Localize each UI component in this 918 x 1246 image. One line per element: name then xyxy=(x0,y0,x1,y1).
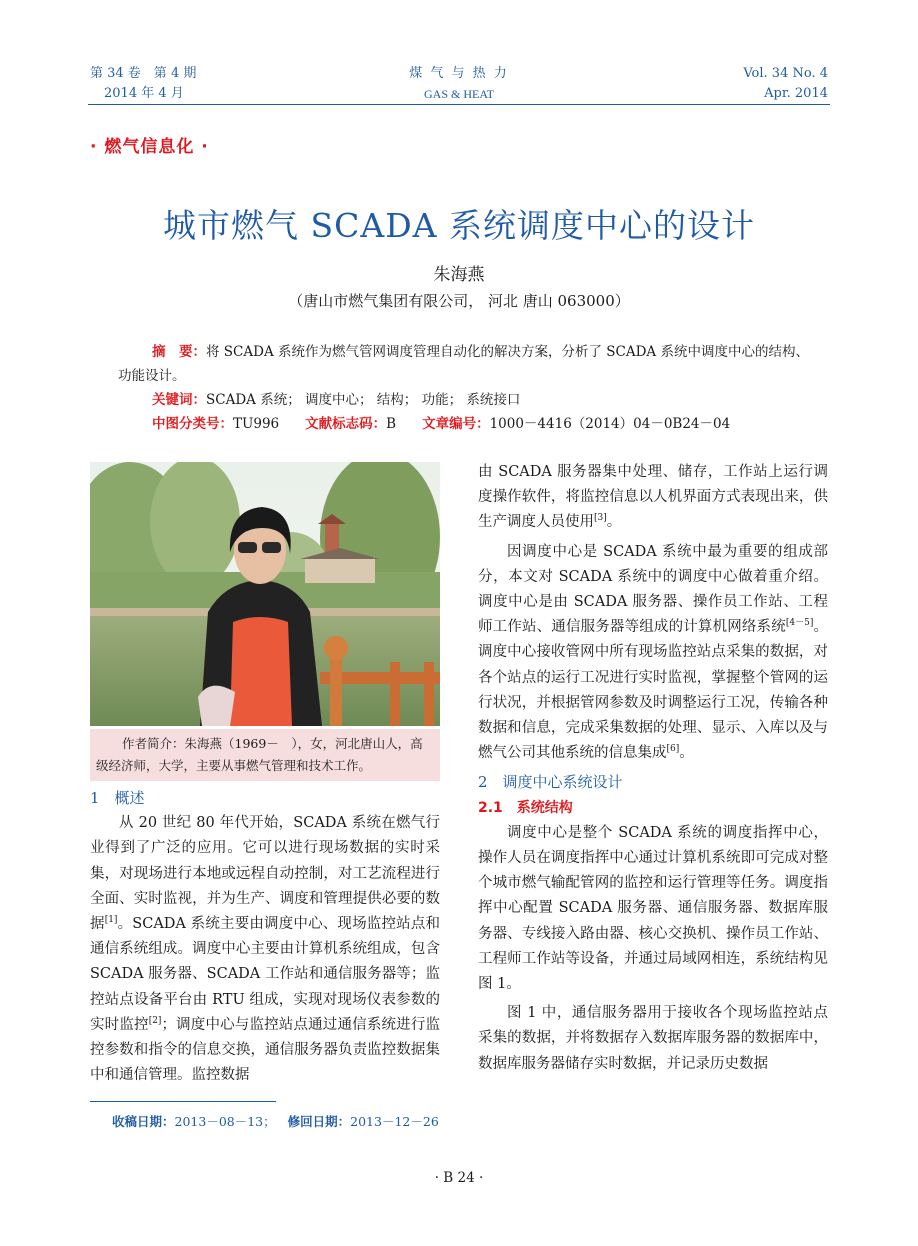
keywords-label: 关键词： xyxy=(152,392,206,408)
text-run: 从 20 世纪 80 年代开始，SCADA 系统在燃气行业得到了广泛的应用。它可以进行现场数据的实时采集，对现场进行本地或远程自动控制，对工艺流程进行全面、实时监视，并为生产、调度和管理提供必要的数据 xyxy=(90,815,440,933)
doc-code-label: 文献标志码： xyxy=(305,416,387,432)
citation-1[interactable]: [1] xyxy=(104,915,118,926)
text-run: 。SCADA 系统主要由调度中心、现场监控站点和通信系统组成。调度中心主要由计算机系统组成，包含 SCADA 服务器、SCADA 工作站和通信服务器等；监控站点设备平台由 RTU 组成，实现对现场仪表参数的实时监控 xyxy=(90,916,440,1033)
citation-3[interactable]: [3] xyxy=(594,513,607,524)
author-photo xyxy=(90,462,440,726)
section-1-paragraph xyxy=(90,811,440,1088)
intro-paragraph xyxy=(478,540,828,767)
citation-4-5[interactable]: [4－5] xyxy=(785,618,814,629)
text-run: 。调度中心接收管网中所有现场监控站点采集的数据，对各个站点的运行工况进行实时监视，掌握整个管网的运行状况，并根据管网参数及时调整运行工况，传输各种数据和信息，完成采集数据的处理、显示、入库以及与燃气公司其他系统的信息集成 xyxy=(478,619,829,762)
doc-code-value: B xyxy=(386,416,397,432)
header-right-line1: Vol. 34 No. 4 xyxy=(743,66,828,81)
received-date: 2013－08－13； xyxy=(174,1114,276,1129)
text-run: 由 SCADA 服务器集中处理、储存，工作站上运行调度操作软件，将监控信息以人机界面方式表现出来，供生产调度人员使用 xyxy=(478,464,828,531)
section-1-heading: 1 概述 xyxy=(90,789,145,807)
section-tag: · 燃气信息化 · xyxy=(90,137,209,157)
keywords xyxy=(152,388,520,412)
clc-label: 中图分类号： xyxy=(152,416,233,432)
right-column xyxy=(478,460,828,1077)
received-label: 收稿日期： xyxy=(112,1114,175,1129)
figure-1-paragraph: 图 1 中，通信服务器用于接收各个现场监控站点采集的数据，并将数据存入数据库服务器的数据库中，数据库服务器储存实时数据，并记录历史数据 xyxy=(478,1005,828,1072)
citation-2[interactable]: [2] xyxy=(148,1016,162,1026)
page-number: · B 24 · xyxy=(434,1170,484,1186)
journal-name-cn: 煤 气 与 热 力 xyxy=(409,66,509,81)
article-title: 城市燃气 SCADA 系统调度中心的设计 xyxy=(163,206,755,245)
journal-name-en: GAS & HEAT xyxy=(423,87,494,101)
abstract-label: 摘 要： xyxy=(152,344,206,360)
keywords-text: SCADA 系统； 调度中心； 结构； 功能； 系统接口 xyxy=(206,392,521,408)
text-run: 因调度中心是 SCADA 系统中最为重要的组成部分，本文对 SCADA 系统中的调度中心做着重介绍。调度中心是由 SCADA 服务器、操作员工作站、工程师工作站、通信服务器等组成的计算机网络系统 xyxy=(478,543,828,636)
clc-value: TU996 xyxy=(233,416,280,432)
header-right-line2: Apr. 2014 xyxy=(764,86,828,101)
continued-paragraph xyxy=(478,460,828,536)
citation-6[interactable]: [6] xyxy=(666,744,680,755)
article-no-value: 1000－4416（2014）04－0B24－04 xyxy=(489,416,731,432)
author-bio-label: 作者简介： xyxy=(122,736,185,751)
revised-date: 2013－12－26 xyxy=(350,1114,439,1129)
header-left-line2: 2014 年 4 月 xyxy=(104,86,184,101)
text-run: ；调度中心与监控站点通过通信系统进行监控参数和指令的信息交换，通信服务器负责监控数据集中和通信管理。监控数据 xyxy=(90,1016,441,1084)
author-name: 朱海燕 xyxy=(433,265,485,285)
section-2-heading: 2 调度中心系统设计 xyxy=(478,773,623,792)
abstract xyxy=(118,340,820,388)
text-run: 。 xyxy=(679,745,694,762)
revised-label: 修回日期： xyxy=(287,1114,351,1129)
header-rule xyxy=(88,104,830,105)
dates-footnote xyxy=(90,1112,439,1130)
system-structure-paragraph: 调度中心是整个 SCADA 系统的调度指挥中心，操作人员在调度指挥中心通过计算机系统即可完成对整个城市燃气输配管网的监控和运行管理等任务。调度指挥中心配置 SCADA 服务器、通信服务器、数据库服务器、专线接入路由器、核心交换机、操作员工作站、工程师工作站等设备，并通过局域网相连，系统结构见图 1。 xyxy=(478,824,828,993)
author-bio xyxy=(90,729,440,781)
header-left-line1: 第 34 卷 第 4 期 xyxy=(90,66,197,81)
author-bio-text: 朱海燕（1969－ ），女，河北唐山人，高级经济师，大学，主要从事燃气管理和技术工作。 xyxy=(96,736,423,773)
article-no-label: 文章编号： xyxy=(422,416,490,432)
footnote-rule xyxy=(90,1101,276,1102)
left-column xyxy=(90,786,440,1088)
author-affiliation: （唐山市燃气集团有限公司， 河北 唐山 063000） xyxy=(288,292,630,310)
abstract-text: 将 SCADA 系统作为燃气管网调度管理自动化的解决方案，分析了 SCADA 系统中调度中心的结构、功能设计。 xyxy=(118,344,809,384)
text-run: 。 xyxy=(606,514,622,531)
journal-vol-en xyxy=(650,64,828,104)
section-2-1-heading: 2.1 系统结构 xyxy=(478,799,573,816)
classification-line xyxy=(152,412,730,436)
